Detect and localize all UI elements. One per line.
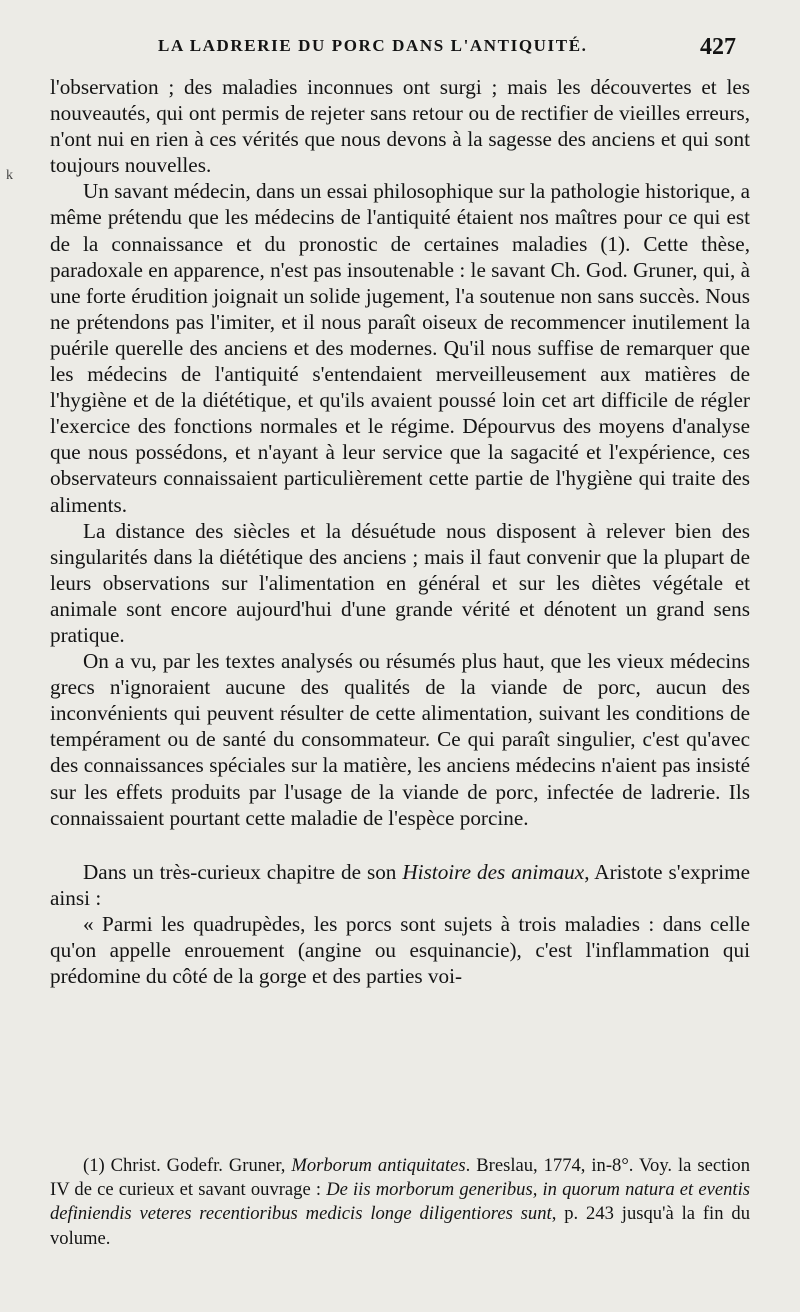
paragraph-quotation: « Parmi les quadrupèdes, les porcs sont sujets à trois maladies : dans celle qu'on appelle enrouement (angine ou esquinancie), c'est l'inflammation qui prédomine du côté de la gorge et des parties voi-: [50, 911, 750, 989]
footnote-title-section: De iis morborum generibus, in quorum natura et eventis definiendis veteres recentioribus medicis longe diligentiores sunt: [50, 1179, 750, 1225]
book-title-histoire-des-animaux: Histoire des animaux: [402, 859, 585, 884]
paragraph-aristote-after: , Aristote s'exprime ainsi :: [50, 859, 750, 910]
paragraph-aristote: [50, 859, 750, 911]
page-header: [0, 34, 800, 64]
footnote-part-3: , p. 243 jusqu'à la fin du volume.: [50, 1203, 750, 1249]
paragraph-distance-siecles: La distance des siècles et la désuétude nous disposent à relever bien des singularités dans la diététique des anciens ; mais il faut convenir que la plupart de leurs observations sur l'alimentation en général et sur les diètes végétale et animale sont encore aujourd'hui d'une grande vérité et dénotent un grand sens pratique.: [50, 518, 750, 647]
footnote-1: [50, 1154, 750, 1251]
margin-mark: k: [6, 168, 13, 183]
footnote-part-2: . Breslau, 1774, in-8°. Voy. la section IV de ce curieux et savant ouvrage :: [50, 1155, 750, 1201]
footnote-title-morborum: Morborum antiquitates: [291, 1155, 466, 1176]
paragraph-continuation: l'observation ; des maladies inconnues ont surgi ; mais les découvertes et les nouveautés, qui ont permis de rejeter sans retour ou de rectifier de vieilles erreurs, n'ont nui en rien à ces vérités que nous devons à la sagesse des anciens et qui sont toujours nouvelles.: [50, 75, 750, 178]
page-number: 427: [700, 34, 736, 60]
footnotes: [50, 1154, 750, 1251]
paragraph-aristote-before: Dans un très-curieux chapitre de son: [83, 859, 403, 884]
running-head: LA LADRERIE DU PORC DANS L'ANTIQUITÉ.: [158, 36, 588, 55]
footnote-part-1: (1) Christ. Godefr. Gruner,: [83, 1155, 292, 1176]
paragraph-on-a-vu: On a vu, par les textes analysés ou résumés plus haut, que les vieux médecins grecs n'ignoraient aucune des qualités de la viande de porc, aucun des inconvénients qui peuvent résulter de cette alimentation, suivant les conditions de tempérament ou de santé du consommateur. Ce qui paraît singulier, c'est qu'avec des connaissances spéciales sur la matière, les anciens médecins n'aient pas insisté sur les effets produits par l'usage de la viande de porc, infectée de ladrerie. Ils connaissaient pourtant cette maladie de l'espèce porcine.: [50, 649, 750, 830]
paragraph-savant-medecin: Un savant médecin, dans un essai philosophique sur la pathologie historique, a même prétendu que les médecins de l'antiquité étaient nos maîtres pour ce qui est de la connaissance et du pronostic de certaines maladies (1). Cette thèse, paradoxale en apparence, n'est pas insoutenable : le savant Ch. God. Gruner, qui, à une forte érudition joignait un solide jugement, l'a soutenue non sans succès. Nous ne prétendons pas l'imiter, et il nous paraît oiseux de recommencer inutilement la puérile querelle des anciens et des modernes. Qu'il nous suffise de remarquer que les médecins de l'antiquité s'entendaient merveilleusement aux matières de l'hygiène et de la diététique, et qu'ils avaient poussé loin cet art difficile de régler l'exercice des fonctions normales et le régime. Dépourvus des moyens d'analyse que nous possédons, et n'ayant à leur service que la sagacité et l'expérience, ces observateurs connaissaient particulièrement cette partie de l'hygiène qui traite des aliments.: [50, 179, 750, 517]
body-text: [50, 74, 750, 989]
